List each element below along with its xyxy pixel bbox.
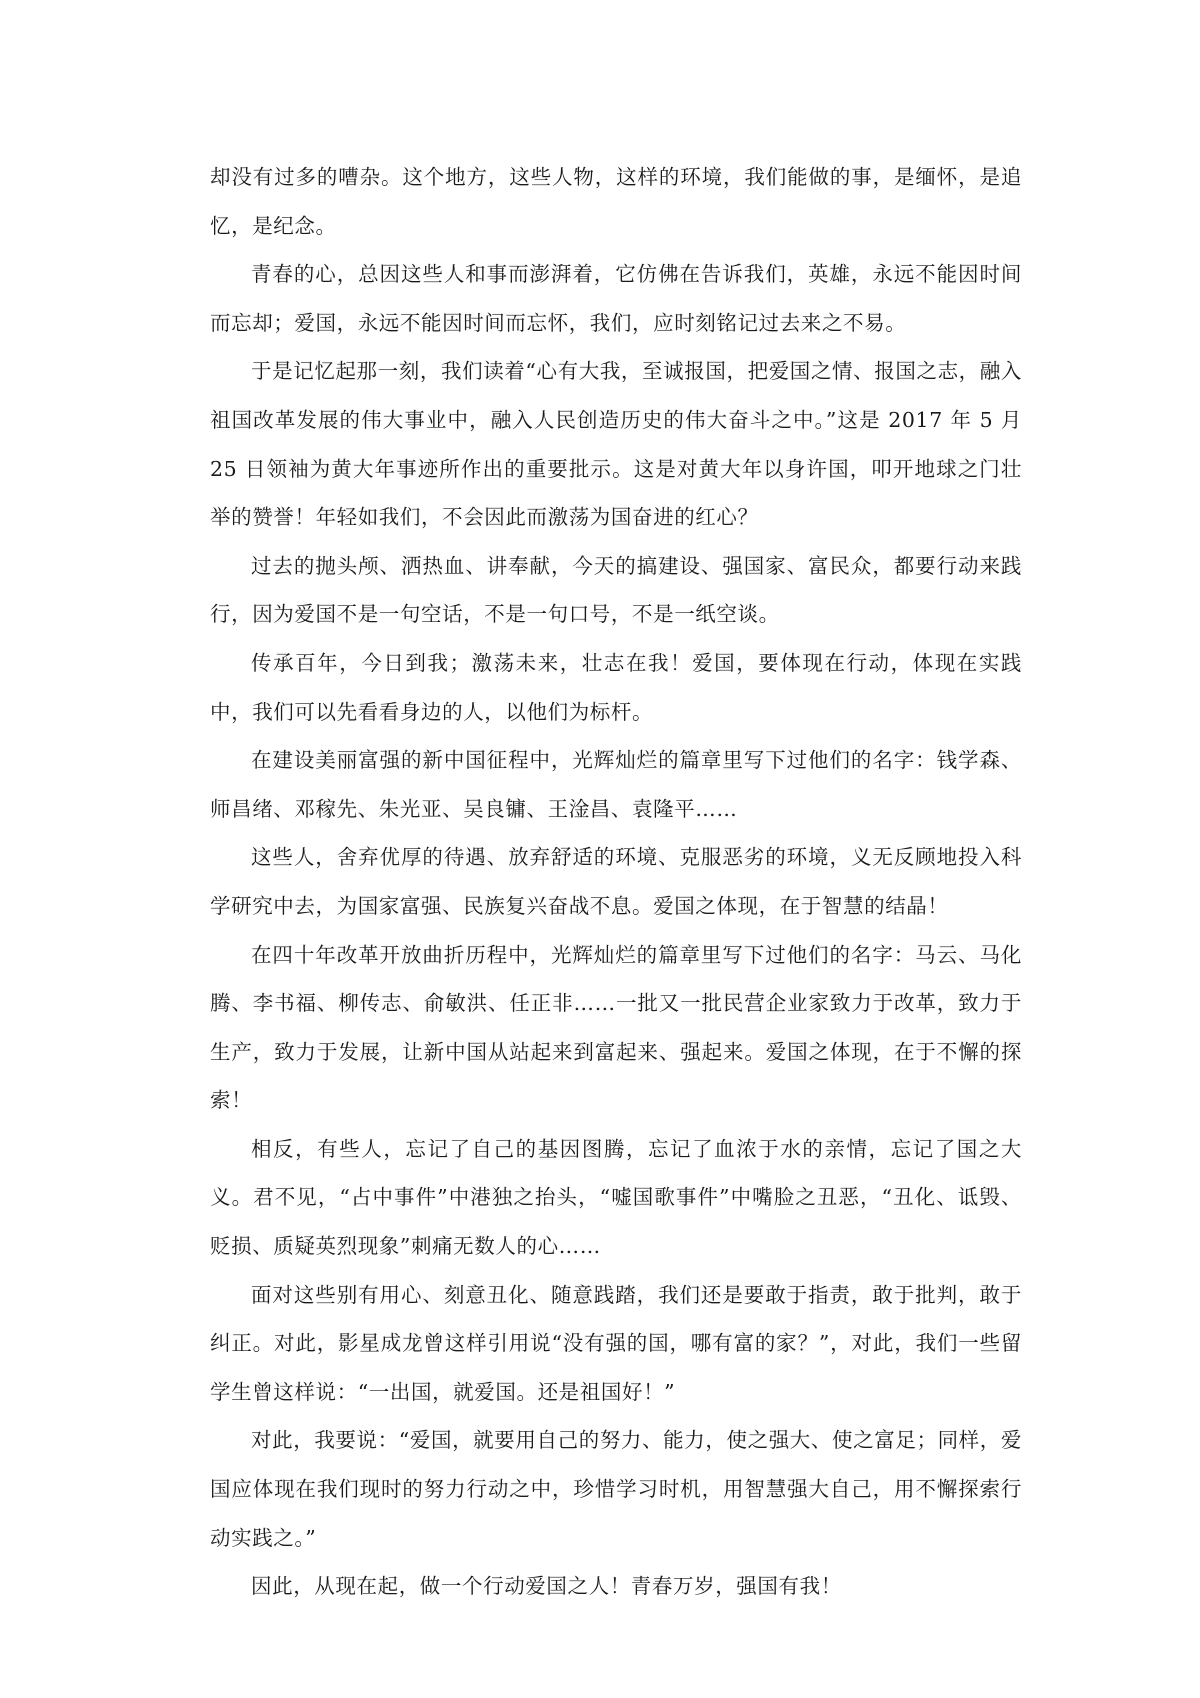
paragraph-2: 青春的心，总因这些人和事而澎湃着，它仿佛在告诉我们，英雄，永远不能因时间而忘却；爱国，永远不能因时间而忘怀，我们，应时刻铭记过去来之不易。 (210, 262, 1022, 335)
paragraph-1: 却没有过多的嘈杂。这个地方，这些人物，这样的环境，我们能做的事，是缅怀，是追忆，是纪念。 (210, 165, 1022, 238)
paragraph-6: 在建设美丽富强的新中国征程中，光辉灿烂的篇章里写下过他们的名字：钱学森、师昌绪、邓稼先、朱光亚、吴良镛、王淦昌、袁隆平…… (210, 748, 1022, 821)
document-body (210, 153, 1022, 1611)
paragraph-9: 相反，有些人，忘记了自己的基因图腾，忘记了血浓于水的亲情，忘记了国之大义。君不见，“占中事件”中港独之抬头，“嘘国歌事件”中嘴脸之丑恶，“丑化、诋毁、贬损、质疑英烈现象”刺痛无数人的心…… (210, 1136, 1022, 1259)
paragraph-11: 对此，我要说：“爱国，就要用自己的努力、能力，使之强大、使之富足；同样，爱国应体现在我们现时的努力行动之中，珍惜学习时机，用智慧强大自己，用不懈探索行动实践之。” (210, 1428, 1022, 1550)
paragraph-8: 在四十年改革开放曲折历程中，光辉灿烂的篇章里写下过他们的名字：马云、马化腾、李书福、柳传志、俞敏洪、任正非……一批又一批民营企业家致力于改革，致力于生产，致力于发展，让新中国从站起来到富起来、强起来。爱国之体现，在于不懈的探索！ (210, 942, 1022, 1113)
paragraph-12: 因此，从现在起，做一个行动爱国之人！青春万岁，强国有我！ (251, 1574, 842, 1599)
paragraph-3: 于是记忆起那一刻，我们读着“心有大我，至诚报国，把爱国之情、报国之志，融入祖国改革发展的伟大事业中，融入人民创造历史的伟大奋斗之中。”这是 2017 年 5 月 25 日领袖为黄大年事迹所作出的重要批示。这是对黄大年以身许国，叩开地球之门壮举的赞誉！年轻如我们，不会因此而激荡为国奋进的红心？ (210, 359, 1022, 530)
paragraph-10: 面对这些别有用心、刻意丑化、随意践踏，我们还是要敢于指责，敢于批判，敢于纠正。对此，影星成龙曾这样引用说“没有强的国，哪有富的家？”，对此，我们一些留学生曾这样说：“一出国，就爱国。还是祖国好！” (210, 1282, 1022, 1404)
paragraph-5: 传承百年，今日到我；激荡未来，壮志在我！爱国，要体现在行动，体现在实践中，我们可以先看看身边的人，以他们为标杆。 (210, 650, 1022, 724)
paragraph-7: 这些人，舍弃优厚的待遇、放弃舒适的环境、克服恶劣的环境，义无反顾地投入科学研究中去，为国家富强、民族复兴奋战不息。爱国之体现，在于智慧的结晶！ (210, 845, 1022, 918)
paragraph-4: 过去的抛头颅、洒热血、讲奉献，今天的搞建设、强国家、富民众，都要行动来践行，因为爱国不是一句空话，不是一句口号，不是一纸空谈。 (210, 553, 1022, 627)
